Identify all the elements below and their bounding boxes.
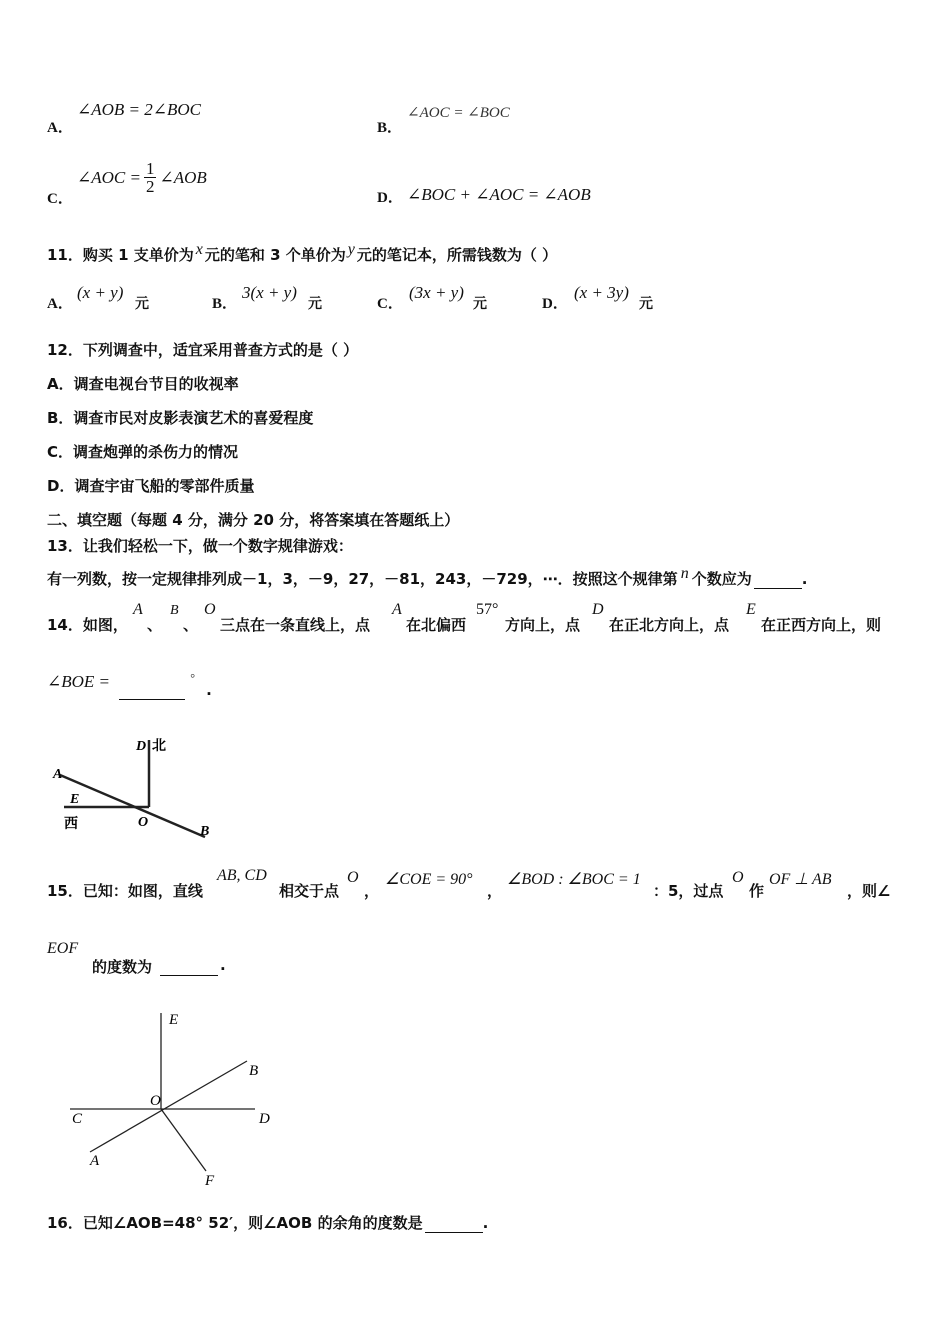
q14-answer-blank bbox=[119, 680, 185, 700]
fig15-label-f: F bbox=[205, 1173, 215, 1189]
fig14-label-a: A bbox=[53, 767, 63, 782]
q12-option-c: C．调查炮弹的杀伤力的情况 bbox=[47, 443, 239, 461]
fig14-label-d: D bbox=[136, 739, 147, 754]
fig14-label-west: 西 bbox=[64, 817, 78, 832]
q12-stem: 12．下列调查中，适宜采用普查方式的是（ ） bbox=[47, 341, 359, 359]
q15-line2: EOF 的度数为 . bbox=[47, 940, 226, 976]
fig14-label-b: B bbox=[200, 824, 210, 839]
fig15-label-o: O bbox=[150, 1093, 161, 1109]
q15-answer-blank bbox=[160, 956, 218, 976]
line-ab bbox=[90, 1061, 247, 1152]
fig15-label-e: E bbox=[169, 1012, 179, 1028]
q10-option-c-expr: ∠AOC = $\frac{1}{2}$ ∠AOB bbox=[77, 159, 207, 196]
fraction-one-half: $\frac{1}{2}$ bbox=[145, 159, 155, 196]
q12-option-d: D．调查宇宙飞船的零部件质量 bbox=[47, 477, 255, 495]
fig15-label-b: B bbox=[249, 1063, 259, 1079]
q10-option-b-expr: ∠AOC = ∠BOC bbox=[407, 105, 510, 121]
ray-of bbox=[161, 1109, 206, 1171]
q12-option-b: B．调查市民对皮影表演艺术的喜爱程度 bbox=[47, 409, 314, 427]
q13-line2: 有一列数，按一定规律排列成－1，3，－9，27，－81，243，－729，⋯．按照这个规律第 n 个数应为 . bbox=[47, 565, 808, 588]
q16-answer-blank bbox=[425, 1214, 483, 1233]
q14-figure bbox=[50, 730, 220, 845]
q10-option-d-expr: ∠BOC + ∠AOC = ∠AOB bbox=[407, 185, 591, 204]
fig15-label-d: D bbox=[259, 1111, 270, 1127]
fig14-label-o: O bbox=[138, 815, 149, 830]
q13-answer-blank bbox=[754, 570, 802, 589]
q11-stem: 11．购买 1 支单价为 x 元的笔和 3 个单价为 y 元的笔记本，所需钱数为（ ） bbox=[47, 241, 558, 264]
fig15-label-c: C bbox=[72, 1111, 83, 1127]
q14-stem: 14．如图， A 、 B 、 O 三点在一条直线上，点 A 在北偏西 57° 方向上，点 D 在正北方向上，点 E 在正西方向上，则 bbox=[47, 601, 882, 634]
section-heading: 二、填空题（每题 4 分，满分 20 分，将答案填在答题纸上） bbox=[47, 511, 460, 529]
fig15-label-a: A bbox=[90, 1153, 100, 1169]
q15-stem: 15．已知：如图，直线 AB, CD 相交于点 O ， ∠COE = 90° ， ∠BOD : ∠BOC = 1 ：5，过点 O 作 OF ⊥ AB ，则∠ bbox=[47, 867, 891, 900]
q13-stem: 13．让我们轻松一下，做一个数字规律游戏： bbox=[47, 537, 353, 555]
q12-option-a: A．调查电视台节目的收视率 bbox=[47, 375, 239, 393]
q15-figure bbox=[65, 1005, 290, 1190]
q10-option-c: C． ∠AOC = $\frac{1}{2}$ ∠AOB bbox=[47, 159, 207, 207]
q16-stem: 16．已知∠AOB=48° 52′，则∠AOB 的余角的度数是 . bbox=[47, 1214, 489, 1232]
q14-answer: ∠BOE = ° . bbox=[47, 671, 212, 699]
fig14-label-north: 北 bbox=[152, 739, 166, 754]
q10-option-a-expr: ∠AOB = 2∠BOC bbox=[77, 100, 202, 119]
fig14-label-e: E bbox=[70, 792, 80, 807]
